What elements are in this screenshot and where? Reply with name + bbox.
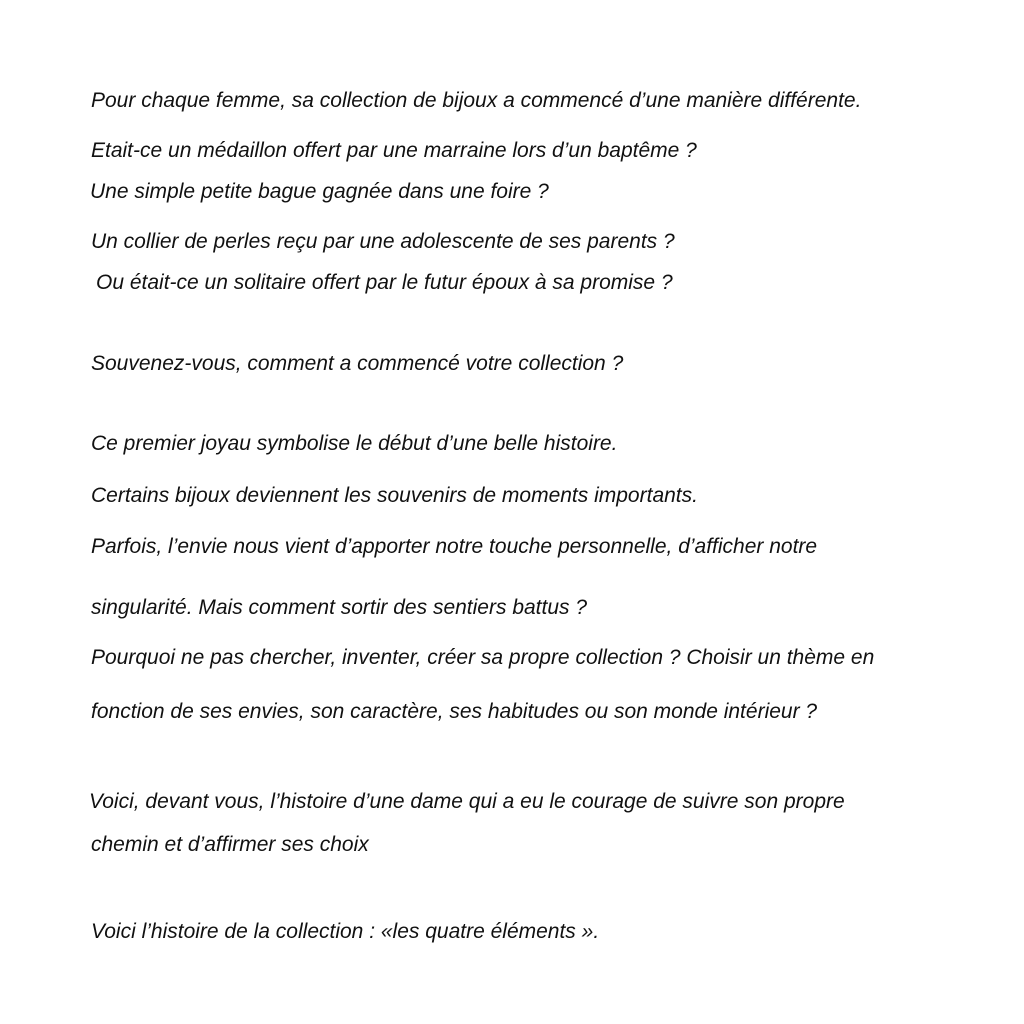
text-line: Souvenez-vous, comment a commencé votre collection ? — [91, 352, 624, 375]
text-line: Une simple petite bague gagnée dans une foire ? — [90, 180, 549, 203]
text-line: Un collier de perles reçu par une adolescente de ses parents ? — [91, 230, 675, 253]
text-line: Ce premier joyau symbolise le début d’une belle histoire. — [91, 432, 618, 455]
text-line: singularité. Mais comment sortir des sentiers battus ? — [91, 596, 588, 619]
text-line: chemin et d’affirmer ses choix — [91, 833, 369, 856]
text-line: Voici l’histoire de la collection : «les quatre éléments ». — [91, 920, 600, 943]
text-line: Parfois, l’envie nous vient d’apporter notre touche personnelle, d’afficher notre — [91, 535, 818, 558]
text-line: Voici, devant vous, l’histoire d’une dame qui a eu le courage de suivre son propre — [89, 790, 845, 813]
text-line: Certains bijoux deviennent les souvenirs de moments importants. — [91, 484, 698, 507]
text-line: fonction de ses envies, son caractère, ses habitudes ou son monde intérieur ? — [91, 700, 818, 723]
text-line: Pour chaque femme, sa collection de bijoux a commencé d’une manière différente. — [91, 89, 862, 112]
text-line: Pourquoi ne pas chercher, inventer, créer sa propre collection ? Choisir un thème en — [91, 646, 875, 669]
text-line: Etait-ce un médaillon offert par une marraine lors d’un baptême ? — [91, 139, 697, 162]
text-line: Ou était-ce un solitaire offert par le futur époux à sa promise ? — [96, 271, 673, 294]
